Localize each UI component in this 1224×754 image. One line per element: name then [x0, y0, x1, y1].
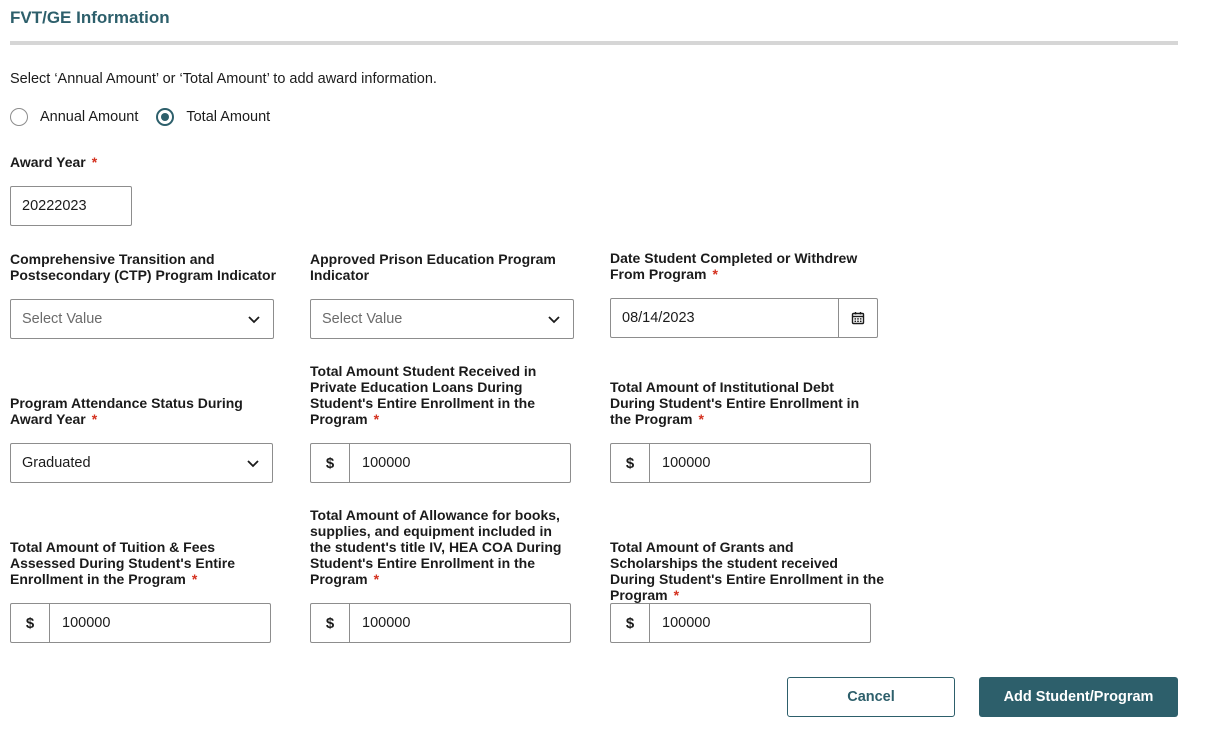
radio-total-label: Total Amount — [186, 109, 271, 125]
grants-value: 100000 — [662, 615, 711, 631]
private-loans-label-text: Total Amount Student Received in Private Education Loans During Student's Entire Enrollment in the Program — [310, 363, 537, 427]
cancel-button[interactable]: Cancel — [787, 677, 955, 717]
grants-field — [610, 603, 871, 643]
dollar-icon: $ — [11, 604, 50, 642]
required-marker: * — [373, 411, 380, 427]
ctp-placeholder: Select Value — [22, 311, 103, 327]
allowance-input[interactable] — [350, 604, 570, 642]
section-divider — [10, 41, 1178, 45]
attendance-label — [10, 395, 260, 427]
radio-annual-circle[interactable] — [10, 108, 28, 126]
date-completed-label-text: Date Student Completed or Withdrew From Program — [610, 250, 858, 282]
institutional-debt-label — [610, 379, 870, 427]
prison-label-text: Approved Prison Education Program Indicator — [310, 251, 556, 283]
tuition-label-text: Total Amount of Tuition & Fees Assessed During Student's Entire Enrollment in the Program — [10, 539, 236, 587]
instruction-text: Select ‘Annual Amount’ or ‘Total Amount’ to add award information. — [10, 71, 437, 87]
required-marker: * — [698, 411, 704, 427]
dollar-icon: $ — [311, 604, 350, 642]
calendar-icon — [851, 311, 865, 325]
dollar-icon: $ — [611, 604, 650, 642]
calendar-button[interactable] — [839, 299, 877, 337]
prison-placeholder: Select Value — [322, 311, 403, 327]
dollar-icon: $ — [311, 444, 350, 482]
prison-label — [310, 251, 560, 283]
radio-total-amount[interactable] — [156, 108, 270, 126]
award-year-label — [10, 154, 210, 170]
date-completed-label — [610, 250, 870, 282]
ctp-label-text: Comprehensive Transition and Postsecondary (CTP) Program Indicator — [10, 251, 277, 283]
grants-label-text: Total Amount of Grants and Scholarships the student received During Student's Entire Enrollment in the Program — [610, 539, 885, 603]
required-marker: * — [673, 587, 680, 603]
amount-type-radio-group — [10, 106, 288, 128]
required-marker: * — [91, 154, 98, 170]
tuition-value: 100000 — [62, 615, 111, 631]
private-loans-label — [310, 363, 565, 427]
private-loans-field — [310, 443, 571, 483]
award-year-label-text: Award Year — [10, 154, 86, 170]
ctp-label — [10, 251, 278, 283]
add-student-program-button[interactable]: Add Student/Program — [979, 677, 1178, 717]
grants-input[interactable] — [650, 604, 870, 642]
private-loans-value: 100000 — [362, 455, 411, 471]
private-loans-input[interactable] — [350, 444, 570, 482]
date-completed-value: 08/14/2023 — [622, 310, 695, 326]
chevron-down-icon — [547, 312, 561, 326]
institutional-debt-field — [610, 443, 871, 483]
allowance-field — [310, 603, 571, 643]
tuition-input[interactable] — [50, 604, 270, 642]
prison-select[interactable] — [310, 299, 574, 339]
allowance-value: 100000 — [362, 615, 411, 631]
date-completed-input[interactable] — [611, 299, 839, 337]
radio-total-circle[interactable] — [156, 108, 174, 126]
attendance-select[interactable] — [10, 443, 273, 483]
award-year-input[interactable] — [10, 186, 132, 226]
ctp-select[interactable] — [10, 299, 274, 339]
institutional-debt-label-text: Total Amount of Institutional Debt During Student's Entire Enrollment in the Program — [610, 379, 860, 427]
radio-annual-label: Annual Amount — [40, 109, 139, 125]
dollar-icon: $ — [611, 444, 650, 482]
radio-annual-amount[interactable] — [10, 108, 138, 126]
tuition-label — [10, 539, 260, 587]
required-marker: * — [91, 411, 98, 427]
attendance-label-text: Program Attendance Status During Award Year — [10, 395, 243, 427]
chevron-down-icon — [246, 456, 260, 470]
date-completed-field — [610, 298, 878, 338]
chevron-down-icon — [247, 312, 261, 326]
institutional-debt-input[interactable] — [650, 444, 870, 482]
section-title: FVT/GE Information — [10, 8, 170, 27]
required-marker: * — [191, 571, 198, 587]
allowance-label — [310, 507, 575, 587]
attendance-value: Graduated — [22, 455, 91, 471]
required-marker: * — [373, 571, 380, 587]
allowance-label-text: Total Amount of Allowance for books, supplies, and equipment included in the student's title IV, HEA COA During Student's Entire Enrollment in the Program — [310, 507, 562, 587]
grants-label — [610, 539, 885, 603]
institutional-debt-value: 100000 — [662, 455, 711, 471]
required-marker: * — [712, 266, 718, 282]
tuition-field — [10, 603, 271, 643]
award-year-value: 20222023 — [22, 198, 87, 214]
